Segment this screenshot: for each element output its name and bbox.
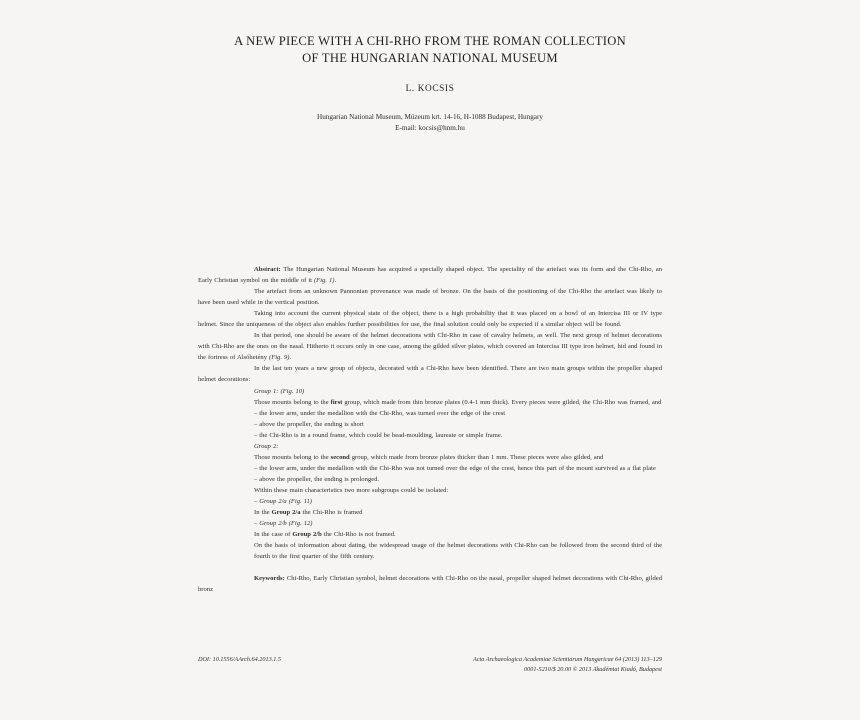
abstract-paragraph-4: [198, 330, 662, 363]
subgroup-intro: Within these main characteristics two more subgroups could be isolated:: [254, 486, 449, 494]
keywords-spacer: [198, 562, 662, 573]
group-1-heading: Group 1: (Fig. 10): [254, 387, 305, 395]
subgroup-2a-text-a: In the: [254, 509, 272, 517]
abstract-p4-text: In that period, one should be aware of the helmet decorations with Chi-Rho in case of cavalry helmets, as well. The next group of helmet decorations with Chi-Rho are the ones on the nasal. Hitherto it occurs only in one case, among the gilded silver plates, which covered an Intercisa III type iron helmet, hid and found in the fortress of Alsóhetény: [198, 332, 662, 362]
group-1-item-1: – the lower arm, under the medallion with the Chi-Rho, was turned over the edge of the crest: [254, 409, 506, 417]
group-2-item-2: – above the propeller, the ending is prolonged.: [254, 475, 380, 483]
group-2-intro-b: group, which made from bronze plates thicker than 1 mm. These pieces were also gilded, and: [349, 453, 604, 461]
group-2-item-1: – the lower arm, under the medallion with the Chi-Rho was not turned over the edge of the crest, hence this part of the mount survived as a flat plate: [254, 464, 656, 472]
abstract-p1-period: .: [334, 277, 337, 285]
author-affiliation: Hungarian National Museum, Múzeum krt. 14-16, H-1088 Budapest, Hungary: [317, 113, 543, 121]
page-title: [130, 33, 730, 66]
subgroup-2a-emphasis: Group 2/a: [271, 509, 301, 517]
abstract-paragraph-1: [198, 264, 662, 286]
title-line-1: A NEW PIECE WITH A CHI-RHO FROM THE ROMAN COLLECTION: [234, 34, 626, 48]
group-1-intro-b: group, which made from thin bronze plates (0.4-1 mm thick). Every pieces were gilded, the Chi-Rho was framed, and: [342, 398, 662, 406]
author-name: L. KOCSIS: [405, 84, 455, 94]
abstract-paragraph-5: In the last ten years a new group of objects, decorated with a Chi-Rho have been identified. There are two main groups within the propeller shaped helmet decorations:: [198, 365, 662, 384]
subgroup-2a-text-b: the Chi-Rho is framed: [300, 509, 363, 517]
abstract-label: Abstract:: [254, 266, 281, 273]
title-block: [130, 33, 730, 133]
group-1-intro: [198, 397, 662, 408]
copyright-line: 0001-5210/$ 20.00 © 2013 Akadémiai Kiadó, Budapest: [524, 665, 662, 673]
abstract-p4-figure-ref: (Fig. 9): [269, 354, 290, 362]
subgroup-2b-text: [198, 529, 662, 540]
abstract-paragraph-2: The artefact from an unknown Pannonian provenance was made of bronze. On the basis of the positioning of the Chi-Rho the artefact was likely to have been used while in the vertical position.: [198, 288, 662, 307]
journal-reference: Acta Archaeologica Academiae Scientiarum Hungaricae 64 (2013) 113–129: [473, 656, 662, 663]
subgroup-2b-emphasis: Group 2/b: [292, 531, 322, 539]
abstract-paragraph-3: Taking into account the current physical state of the object, there is a high probability that it was placed on a bowl of an Intercisa III or IV type helmet. Since the uniqueness of the object also enables further possibilities for use, the final solution could only be expected if a similar object will be found.: [198, 310, 662, 329]
author-email: E-mail: kocsis@hnm.hu: [395, 123, 465, 132]
subgroup-2b-text-b: the Chi-Rho is not framed.: [321, 531, 396, 539]
group-2-intro-emphasis: second: [330, 453, 350, 461]
keywords-text: Chi-Rho, Early Christian symbol, helmet decorations with Chi-Rho on the nasal, propeller shaped helmet decorations with Chi-Rho, gilded bronz: [198, 575, 662, 594]
group-1-intro-a: Those mounts belong to the: [254, 398, 331, 406]
dating-conclusion: On the basis of information about dating, the widespread usage of the helmet decorations with Chi-Rho can be followed from the second third of the fourth to the first quarter of the fifth century.: [254, 542, 662, 561]
group-2-heading: Group 2:: [254, 442, 279, 450]
group-2-intro: [198, 452, 662, 463]
footer-row: [198, 655, 662, 674]
subgroup-2b-heading: – Group 2/b (Fig. 12): [254, 520, 313, 528]
abstract-body: [198, 264, 662, 595]
journal-citation: [473, 655, 662, 674]
page-footer: [198, 655, 662, 674]
doi-text[interactable]: DOI: 10.1556/AArch.64.2013.1.5: [198, 656, 281, 663]
abstract-p1-figure-ref: (Fig. 1): [313, 277, 335, 285]
keywords-paragraph: [198, 573, 662, 595]
keywords-label: Keywords:: [254, 575, 285, 583]
subgroup-2a-text: [198, 507, 662, 518]
abstract-p4-period: .: [289, 354, 292, 362]
subgroup-2b-text-a: In the case of: [254, 531, 293, 539]
title-line-2: OF THE HUNGARIAN NATIONAL MUSEUM: [302, 50, 558, 65]
group-1-item-2: – above the propeller, the ending is short: [254, 420, 364, 428]
group-1-item-3: – the Chi-Rho is in a round frame, which could be bead-moulding, laureate or simple frame.: [254, 431, 503, 439]
subgroup-2a-heading: – Group 2/a (Fig. 11): [254, 497, 312, 505]
group-2-intro-a: Those mounts belong to the: [254, 453, 331, 461]
abstract-p1-text: The Hungarian National Museum has acquired a specially shaped object. The speciality of the artefact was its form and the Chi-Rho, an Early Christian symbol on the middle of it: [198, 266, 662, 285]
group-1-intro-emphasis: first: [330, 398, 343, 406]
